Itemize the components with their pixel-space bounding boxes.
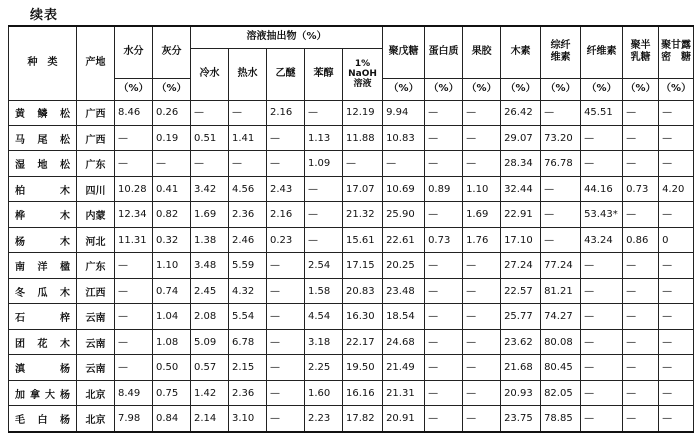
value-cell: — [267,151,305,176]
value-cell: — [463,253,501,278]
value-cell: 7.98 [115,406,153,432]
value-cell: 1.60 [305,380,343,405]
origin-cell: 广西 [77,100,115,125]
value-cell: — [305,227,343,252]
header-ether: 乙醚 [267,48,305,100]
table-row [9,253,694,278]
value-cell: 0 [659,227,694,252]
value-cell: 1.58 [305,278,343,303]
value-cell: — [659,125,694,150]
value-cell: 32.44 [501,176,541,201]
value-cell: — [463,125,501,150]
table-caption: 续表 [30,8,59,23]
value-cell: — [267,278,305,303]
value-cell: — [541,227,581,252]
value-cell: — [659,304,694,329]
table-header [9,26,694,100]
value-cell: 45.51 [581,100,623,125]
origin-cell: 河北 [77,227,115,252]
header-cellulose: 纤维素 [581,26,623,78]
value-cell: 0.82 [153,202,191,227]
value-cell: 26.42 [501,100,541,125]
value-cell: 1.08 [153,329,191,354]
value-cell: 0.84 [153,406,191,432]
value-cell: — [623,355,659,380]
value-cell: 2.08 [191,304,229,329]
value-cell: — [425,380,463,405]
value-cell: 2.23 [305,406,343,432]
origin-cell: 北京 [77,406,115,432]
species-cell: 石 梓 [9,304,77,329]
wood-composition-table [8,25,694,433]
table-row [9,406,694,432]
value-cell: 11.31 [115,227,153,252]
species-cell: 南洋楹 [9,253,77,278]
value-cell: 0.23 [267,227,305,252]
value-cell: — [267,380,305,405]
species-cell: 团花木 [9,329,77,354]
value-cell: 76.78 [541,151,581,176]
value-cell: 2.15 [229,355,267,380]
value-cell: — [659,151,694,176]
value-cell: 17.07 [343,176,383,201]
value-cell: 16.30 [343,304,383,329]
value-cell: — [115,125,153,150]
value-cell: — [623,380,659,405]
value-cell: — [659,329,694,354]
value-cell: — [659,202,694,227]
value-cell: 3.48 [191,253,229,278]
header-galactan-line2: 乳糖 [630,52,651,64]
header-benzene-alcohol: 苯醇 [305,48,343,100]
value-cell: — [115,355,153,380]
value-cell: 19.50 [343,355,383,380]
value-cell: 20.93 [501,380,541,405]
value-cell: 10.28 [115,176,153,201]
table-row [9,355,694,380]
value-cell: 21.32 [343,202,383,227]
unit-moisture: （%） [115,78,153,100]
value-cell: 1.42 [191,380,229,405]
value-cell: 1.10 [463,176,501,201]
value-cell: — [659,380,694,405]
value-cell: 24.68 [383,329,425,354]
value-cell: — [463,406,501,432]
value-cell: — [229,151,267,176]
value-cell: 20.25 [383,253,425,278]
value-cell: — [153,151,191,176]
value-cell: — [115,253,153,278]
value-cell: 0.86 [623,227,659,252]
header-holocellulose-line2: 维素 [550,52,571,64]
value-cell: 2.25 [305,355,343,380]
table-row [9,304,694,329]
value-cell: — [581,125,623,150]
value-cell: 5.59 [229,253,267,278]
value-cell: 22.61 [383,227,425,252]
value-cell: 3.42 [191,176,229,201]
header-lignin: 木素 [501,26,541,78]
value-cell: — [581,304,623,329]
value-cell: 0.41 [153,176,191,201]
value-cell: — [659,253,694,278]
table-row [9,100,694,125]
value-cell: — [191,151,229,176]
value-cell: — [623,253,659,278]
value-cell: 1.13 [305,125,343,150]
origin-cell: 四川 [77,176,115,201]
value-cell: — [623,304,659,329]
value-cell: 16.16 [343,380,383,405]
value-cell: — [463,100,501,125]
header-cold-water: 冷水 [191,48,229,100]
value-cell: 1.10 [153,253,191,278]
value-cell: — [425,253,463,278]
origin-cell: 江西 [77,278,115,303]
value-cell: — [623,278,659,303]
value-cell: 28.34 [501,151,541,176]
value-cell: 2.45 [191,278,229,303]
value-cell: 4.56 [229,176,267,201]
value-cell: 22.57 [501,278,541,303]
unit-pentosan: （%） [383,78,425,100]
value-cell: 2.36 [229,202,267,227]
value-cell: 22.17 [343,329,383,354]
value-cell: — [659,355,694,380]
value-cell: — [343,151,383,176]
header-pentosan: 聚戊糖 [383,26,425,78]
unit-cellulose: （%） [581,78,623,100]
value-cell: 5.54 [229,304,267,329]
value-cell: — [463,151,501,176]
value-cell: 23.75 [501,406,541,432]
value-cell: 2.46 [229,227,267,252]
value-cell: — [305,176,343,201]
value-cell: — [305,100,343,125]
value-cell: — [115,278,153,303]
value-cell: 15.61 [343,227,383,252]
value-cell: 1.41 [229,125,267,150]
value-cell: 53.43* [581,202,623,227]
value-cell: 2.14 [191,406,229,432]
origin-cell: 广东 [77,253,115,278]
value-cell: — [623,151,659,176]
unit-ash: （%） [153,78,191,100]
value-cell: — [267,406,305,432]
header-naoh-line3: 溶液 [353,79,372,89]
value-cell: 0.75 [153,380,191,405]
table-row [9,176,694,201]
table-row [9,380,694,405]
origin-cell: 云南 [77,304,115,329]
value-cell: — [541,176,581,201]
value-cell: 0.73 [623,176,659,201]
value-cell: 5.09 [191,329,229,354]
value-cell: — [463,304,501,329]
header-pectin: 果胶 [463,26,501,78]
origin-cell: 云南 [77,329,115,354]
header-naoh-line1: 1% [354,59,371,69]
value-cell: — [425,406,463,432]
value-cell: — [305,202,343,227]
unit-galactan: （%） [623,78,659,100]
value-cell: — [425,151,463,176]
value-cell: 2.36 [229,380,267,405]
value-cell: 80.08 [541,329,581,354]
origin-cell: 内蒙 [77,202,115,227]
origin-cell: 广西 [77,125,115,150]
value-cell: — [463,380,501,405]
value-cell: — [425,202,463,227]
value-cell: 74.27 [541,304,581,329]
header-mannan-line2: 密 糖 [661,52,692,64]
value-cell: — [191,100,229,125]
value-cell: — [425,329,463,354]
value-cell: 0.32 [153,227,191,252]
value-cell: 22.91 [501,202,541,227]
value-cell: — [267,253,305,278]
value-cell: 1.09 [305,151,343,176]
value-cell: 17.10 [501,227,541,252]
value-cell: 0.89 [425,176,463,201]
value-cell: 0.74 [153,278,191,303]
value-cell: — [581,380,623,405]
value-cell: 0.19 [153,125,191,150]
value-cell: — [623,125,659,150]
value-cell: — [463,278,501,303]
unit-protein: （%） [425,78,463,100]
value-cell: — [425,304,463,329]
origin-cell: 北京 [77,380,115,405]
unit-pectin: （%） [463,78,501,100]
value-cell: 44.16 [581,176,623,201]
value-cell: — [541,100,581,125]
species-cell: 杨 木 [9,227,77,252]
header-holocellulose-line1: 综纤 [550,40,571,52]
species-cell: 黄鳞松 [9,100,77,125]
value-cell: 1.76 [463,227,501,252]
species-cell: 毛白杨 [9,406,77,432]
value-cell: 8.46 [115,100,153,125]
value-cell: 0.50 [153,355,191,380]
value-cell: 73.20 [541,125,581,150]
value-cell: 0.73 [425,227,463,252]
value-cell: 23.48 [383,278,425,303]
value-cell: — [267,125,305,150]
value-cell: 0.26 [153,100,191,125]
species-cell: 柏 木 [9,176,77,201]
value-cell: — [425,100,463,125]
value-cell: 10.83 [383,125,425,150]
species-cell: 滇 杨 [9,355,77,380]
value-cell: — [267,304,305,329]
species-cell: 马尾松 [9,125,77,150]
value-cell: 2.16 [267,202,305,227]
value-cell: 18.54 [383,304,425,329]
unit-lignin: （%） [501,78,541,100]
value-cell: 0.57 [191,355,229,380]
value-cell: — [659,100,694,125]
value-cell: 12.34 [115,202,153,227]
table-row [9,227,694,252]
value-cell: 78.85 [541,406,581,432]
header-galactan [623,26,659,78]
value-cell: 1.69 [463,202,501,227]
header-species: 种 类 [9,26,77,100]
table-row [9,202,694,227]
value-cell: — [659,278,694,303]
value-cell: — [267,355,305,380]
value-cell: 0.51 [191,125,229,150]
value-cell: 4.54 [305,304,343,329]
unit-holocellulose: （%） [541,78,581,100]
header-extract-group: 溶液抽出物（%） [191,26,383,48]
header-moisture: 水分 [115,26,153,78]
header-holocellulose [541,26,581,78]
value-cell: 23.62 [501,329,541,354]
value-cell: — [425,125,463,150]
value-cell: 17.82 [343,406,383,432]
value-cell: 10.69 [383,176,425,201]
value-cell: 20.83 [343,278,383,303]
value-cell: 25.90 [383,202,425,227]
value-cell: — [581,278,623,303]
header-protein: 蛋白质 [425,26,463,78]
origin-cell: 广东 [77,151,115,176]
value-cell: — [623,100,659,125]
header-naoh-line2: NaOH [348,69,377,79]
value-cell: 29.07 [501,125,541,150]
value-cell: 21.68 [501,355,541,380]
value-cell: — [463,355,501,380]
value-cell: — [463,329,501,354]
value-cell: — [115,151,153,176]
value-cell: 3.10 [229,406,267,432]
value-cell: 25.77 [501,304,541,329]
value-cell: 11.88 [343,125,383,150]
value-cell: 1.38 [191,227,229,252]
value-cell: 82.05 [541,380,581,405]
header-ash: 灰分 [153,26,191,78]
value-cell: 21.31 [383,380,425,405]
table-row [9,151,694,176]
value-cell: 17.15 [343,253,383,278]
header-mannan-line1: 聚甘露 [661,40,692,52]
value-cell: — [623,329,659,354]
table-body [9,100,694,432]
species-cell: 加拿大杨 [9,380,77,405]
value-cell: 21.49 [383,355,425,380]
header-hot-water: 热水 [229,48,267,100]
value-cell: 2.43 [267,176,305,201]
value-cell: — [541,202,581,227]
value-cell: — [581,355,623,380]
value-cell: — [267,329,305,354]
value-cell: — [581,253,623,278]
value-cell: — [623,202,659,227]
value-cell: — [581,406,623,432]
value-cell: 9.94 [383,100,425,125]
value-cell: 4.32 [229,278,267,303]
value-cell: 2.54 [305,253,343,278]
value-cell: 1.69 [191,202,229,227]
value-cell: — [383,151,425,176]
species-cell: 桦 木 [9,202,77,227]
unit-mannan: （%） [659,78,694,100]
header-galactan-line1: 聚半 [630,40,651,52]
table-row [9,278,694,303]
value-cell: 80.45 [541,355,581,380]
table-row [9,125,694,150]
value-cell: 20.91 [383,406,425,432]
header-naoh [343,48,383,100]
value-cell: 4.20 [659,176,694,201]
value-cell: 27.24 [501,253,541,278]
table-row [9,329,694,354]
value-cell: — [623,406,659,432]
value-cell: — [229,100,267,125]
value-cell: 12.19 [343,100,383,125]
species-cell: 冬瓜木 [9,278,77,303]
value-cell: 43.24 [581,227,623,252]
value-cell: 8.49 [115,380,153,405]
value-cell: — [581,151,623,176]
header-origin: 产地 [77,26,115,100]
value-cell: — [115,304,153,329]
value-cell: — [581,329,623,354]
value-cell: 81.21 [541,278,581,303]
species-cell: 湿地松 [9,151,77,176]
value-cell: — [659,406,694,432]
origin-cell: 云南 [77,355,115,380]
value-cell: 3.18 [305,329,343,354]
value-cell: 6.78 [229,329,267,354]
value-cell: — [115,329,153,354]
header-mannan [659,26,694,78]
value-cell: — [425,278,463,303]
value-cell: — [425,355,463,380]
value-cell: 2.16 [267,100,305,125]
value-cell: 1.04 [153,304,191,329]
value-cell: 77.24 [541,253,581,278]
